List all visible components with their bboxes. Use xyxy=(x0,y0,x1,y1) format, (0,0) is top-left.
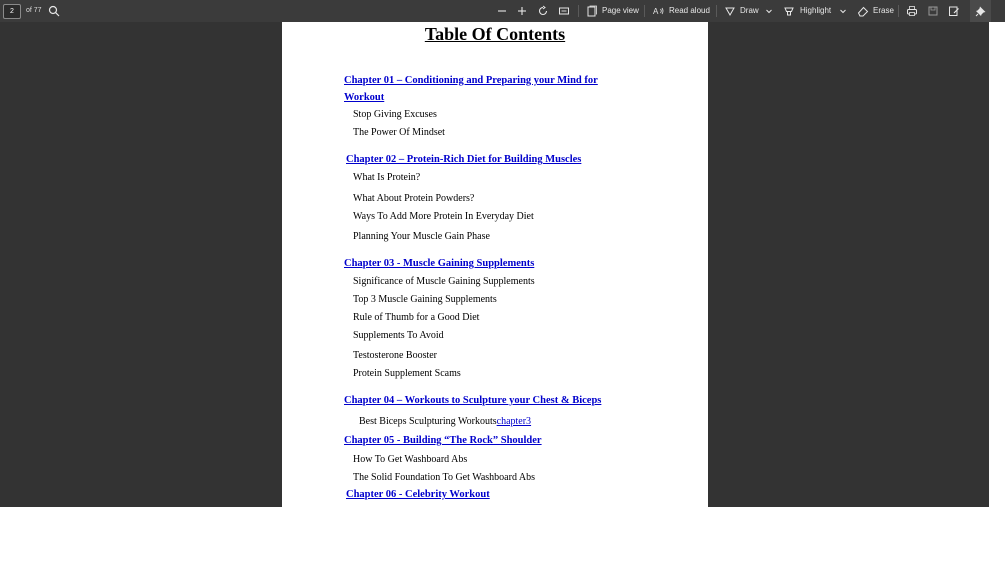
draw-icon xyxy=(723,4,737,18)
eraser-icon xyxy=(856,4,870,18)
svg-text:A: A xyxy=(653,7,659,16)
toc-item-text: Best Biceps Sculpturing Workouts xyxy=(359,416,497,427)
chapter-4-link[interactable]: Chapter 04 – Workouts to Sculpture your Chest & Biceps xyxy=(344,395,602,406)
page-title: Table Of Contents xyxy=(424,24,566,44)
chevron-down-icon[interactable] xyxy=(836,4,850,18)
chapter-5-link[interactable]: Chapter 05 - Building “The Rock” Shoulder xyxy=(344,435,542,446)
pin-icon[interactable] xyxy=(974,4,988,18)
chapter-3-inline-link[interactable]: chapter3 xyxy=(496,416,532,427)
chapter-6-link[interactable]: Chapter 06 - Celebrity Workout xyxy=(346,489,490,500)
toolbar-divider xyxy=(578,5,579,17)
toc-item: What Is Protein? xyxy=(353,172,421,183)
zoom-in-icon[interactable] xyxy=(515,4,529,18)
highlight-icon xyxy=(782,4,796,18)
draw-button[interactable]: Draw xyxy=(740,6,759,15)
toolbar-divider xyxy=(644,5,645,17)
toc-item: Rule of Thumb for a Good Diet xyxy=(353,312,480,323)
chevron-down-icon[interactable] xyxy=(762,4,776,18)
read-aloud-button[interactable]: Read aloud xyxy=(669,6,710,15)
toc-item: Protein Supplement Scams xyxy=(353,368,461,379)
toc-item: Stop Giving Excuses xyxy=(353,109,437,120)
toolbar-divider xyxy=(716,5,717,17)
chapter-1-link-continued[interactable]: Workout xyxy=(344,92,385,103)
chapter-3-link[interactable]: Chapter 03 - Muscle Gaining Supplements xyxy=(344,258,535,269)
page-view-icon xyxy=(585,4,599,18)
search-icon[interactable] xyxy=(47,4,61,18)
rotate-icon[interactable] xyxy=(536,4,550,18)
document-viewport[interactable] xyxy=(0,22,989,507)
read-aloud-icon xyxy=(652,4,666,18)
save-icon[interactable] xyxy=(926,4,940,18)
erase-button[interactable]: Erase xyxy=(873,6,894,15)
pdf-toolbar xyxy=(0,0,1005,23)
toc-item: What About Protein Powders? xyxy=(353,193,475,204)
fit-page-icon[interactable] xyxy=(557,4,571,18)
toc-item: Supplements To Avoid xyxy=(353,330,444,341)
toc-item: How To Get Washboard Abs xyxy=(353,454,468,465)
page-total: of 77 xyxy=(26,7,42,14)
toc-item: Top 3 Muscle Gaining Supplements xyxy=(353,294,497,305)
toc-item: Planning Your Muscle Gain Phase xyxy=(353,231,490,242)
toc-item: Ways To Add More Protein In Everyday Diet xyxy=(353,211,534,222)
print-icon[interactable] xyxy=(905,4,919,18)
zoom-out-icon[interactable] xyxy=(495,4,509,18)
toc-item: The Solid Foundation To Get Washboard Abs xyxy=(353,472,536,483)
highlight-button[interactable]: Highlight xyxy=(800,6,832,15)
toolbar-divider xyxy=(898,5,899,17)
chapter-1-link[interactable]: Chapter 01 – Conditioning and Preparing your Mind for xyxy=(344,75,598,86)
chapter-2-link[interactable]: Chapter 02 – Protein-Rich Diet for Building Muscles xyxy=(346,154,582,165)
toc-item: Testosterone Booster xyxy=(353,350,438,361)
toc-item: The Power Of Mindset xyxy=(353,127,445,138)
save-as-icon[interactable] xyxy=(947,4,961,18)
pdf-page xyxy=(282,22,708,507)
toc-item xyxy=(359,416,531,427)
vertical-scrollbar[interactable] xyxy=(989,22,1005,507)
toc-item: Significance of Muscle Gaining Supplements xyxy=(353,276,535,287)
page-number-input[interactable]: 2 xyxy=(3,4,21,19)
page-view-button[interactable]: Page view xyxy=(602,6,639,15)
blank-area xyxy=(0,507,1005,564)
